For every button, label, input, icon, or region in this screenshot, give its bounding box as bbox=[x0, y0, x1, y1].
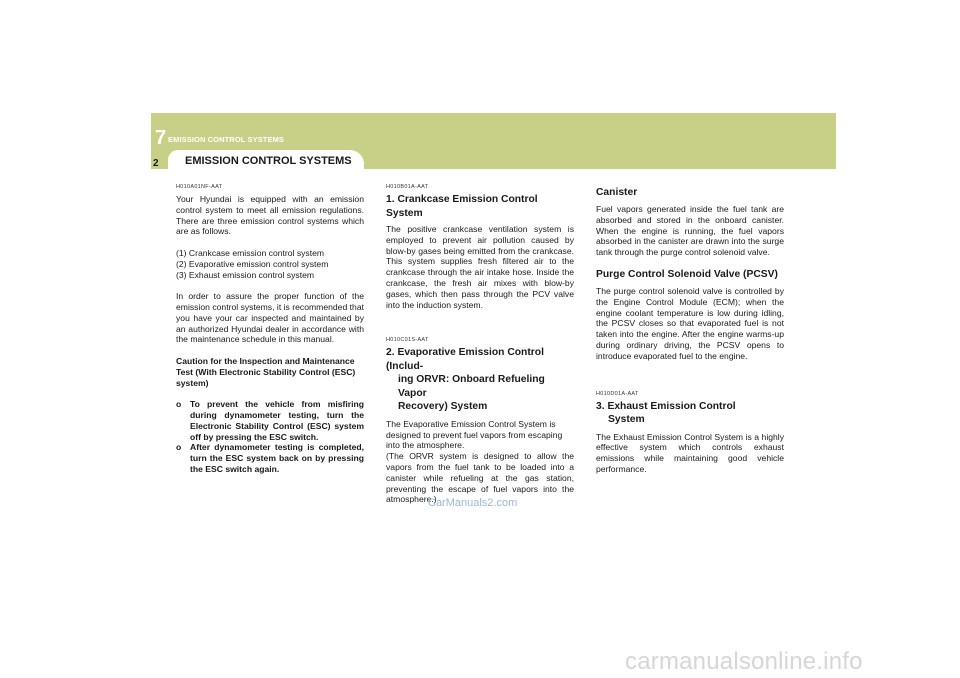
column-2 bbox=[386, 184, 574, 505]
carmanuals-watermark[interactable]: CarManuals2.com bbox=[428, 497, 518, 509]
list-item: (3) Exhaust emission control system bbox=[176, 269, 315, 280]
canister-heading: Canister bbox=[596, 187, 638, 198]
evaporative-heading: 2. Evaporative Emission Control (Includ- ing ORVR: Onboard Refueling Vapor Recovery) System bbox=[386, 347, 545, 413]
chapter-title: EMISSION CONTROL SYSTEMS bbox=[168, 135, 285, 144]
crankcase-paragraph: The positive crankcase ventilation system is employed to prevent air pollution caused by blow-by gases being emitted from the crankcase. This system supplies fresh filtered air to the crankcase through the air intake hose. Inside the crankcase, the fresh air mixes with blow-by gases, which then pass through the PCV valve into the induction system. bbox=[386, 224, 574, 310]
page-number: 2 bbox=[153, 158, 159, 169]
section-code: H010C01S-AAT bbox=[386, 337, 429, 344]
caution-bullet bbox=[176, 399, 364, 442]
inspection-paragraph: In order to assure the proper function of the emission control systems, it is recommended that you have your car inspected and maintained by an authorized Hyundai dealer in accordance with the maintenance schedule in this manual. bbox=[176, 291, 364, 345]
pcsv-paragraph: The purge control solenoid valve is controlled by the Engine Control Module (ECM); when the engine coolant temperature is low during idling, the PCSV closes so that evaporated fuel is not taken into the engine. After the engine warms-up during ordinary driving, the PCSV opens to introduce evaporated fuel to the engine. bbox=[596, 285, 784, 361]
bullet-mark: o bbox=[176, 399, 182, 410]
bullet-mark: o bbox=[176, 442, 182, 453]
canister-paragraph: Fuel vapors generated inside the fuel tank are absorbed and stored in the onboard canister. When the engine is running, the fuel vapors absorbed in the canister are drawn into the surge tank through the purge control solenoid valve. bbox=[596, 204, 784, 258]
section-code: H010D01A-AAT bbox=[596, 390, 639, 397]
chapter-number: 7 bbox=[155, 127, 167, 149]
list-item: (1) Crankcase emission control system bbox=[176, 247, 325, 258]
bullet-text: After dynamometer testing is completed, turn the ESC system back on by pressing the ESC switch again. bbox=[190, 442, 364, 474]
bullet-text: To prevent the vehicle from misfiring during dynamometer testing, turn the Electronic Stability Control (ESC) system off by pressing the ESC switch. bbox=[190, 399, 364, 442]
column-3 bbox=[596, 184, 784, 475]
orvr-paragraph: (The ORVR system is designed to allow the vapors from the fuel tank to be loaded into a canister while refueling at the gas station, preventing the escape of fuel vapors into the atmosphere.) bbox=[386, 451, 574, 505]
column-1 bbox=[176, 184, 364, 475]
evaporative-paragraph: The Evaporative Emission Control System is designed to prevent fuel vapors from escaping into the atmosphere. bbox=[386, 418, 563, 451]
crankcase-heading: 1. Crankcase Emission Control System bbox=[386, 194, 538, 219]
exhaust-paragraph: The Exhaust Emission Control System is a highly effective system which controls exhaust emissions while maintaining good vehicle performance. bbox=[596, 431, 784, 474]
caution-bullet bbox=[176, 442, 364, 474]
pcsv-heading: Purge Control Solenoid Valve (PCSV) bbox=[596, 268, 778, 280]
section-title: EMISSION CONTROL SYSTEMS bbox=[185, 155, 352, 167]
intro-paragraph: Your Hyundai is equipped with an emission control system to meet all emission regulations. There are three emission control systems which are as follows. bbox=[176, 194, 364, 237]
exhaust-heading: 3. Exhaust Emission Control System bbox=[596, 400, 736, 426]
section-code: H010A01NF-AAT bbox=[176, 184, 223, 190]
list-item: (2) Evaporative emission control system bbox=[176, 258, 329, 269]
caution-title: Caution for the Inspection and Maintenance Test (With Electronic Stability Control (ESC) system) bbox=[176, 355, 356, 388]
section-code: H010B01A-AAT bbox=[386, 184, 429, 190]
carmanualsonline-watermark: carmanualsonline.info bbox=[625, 648, 863, 675]
